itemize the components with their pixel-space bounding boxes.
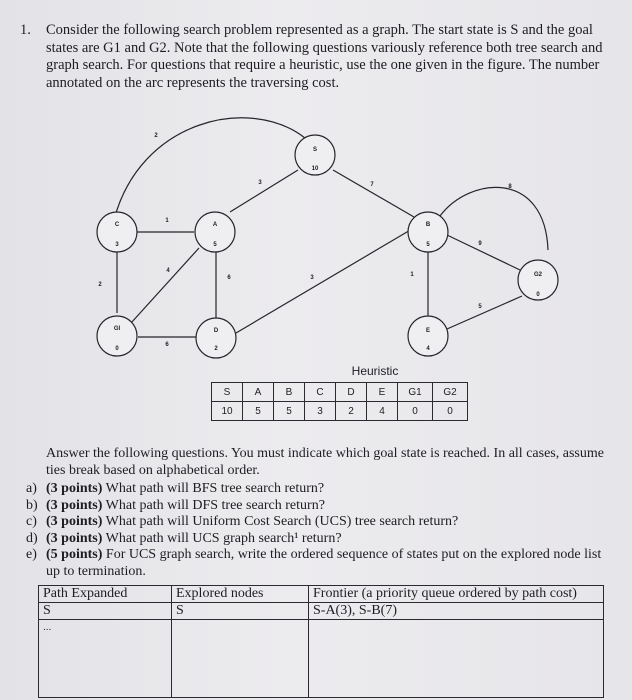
node-E <box>408 316 448 356</box>
question-b: b) (3 points) What path will DFS tree search return? <box>26 497 325 513</box>
header-explored-nodes: Explored nodes <box>172 586 309 603</box>
cell-path: S <box>39 603 172 620</box>
h-state: S <box>212 383 243 402</box>
h-value: 5 <box>274 402 305 421</box>
heuristic-values-row <box>212 402 468 421</box>
node-D <box>196 318 236 358</box>
question-c: c) (3 points) What path will Uniform Cost Search (UCS) tree search return? <box>26 514 459 529</box>
header-path-expanded: Path Expanded <box>39 586 172 603</box>
cell-path: ... <box>39 620 172 698</box>
edge-C-S <box>114 118 305 220</box>
edge-cost-A-G1: 4 <box>166 268 170 274</box>
h-value: 4 <box>367 402 398 421</box>
h-value: 2 <box>336 402 367 421</box>
edge-A-S <box>230 170 298 212</box>
question-number: 1. <box>20 22 31 38</box>
edge-B-G2-high <box>440 187 548 250</box>
question-e: e) (5 points) For UCS graph search, write the ordered sequence of states put on the explored node list up to termination. <box>26 547 602 579</box>
heuristic-title: Heuristic <box>351 364 399 378</box>
edge-D-B <box>236 229 412 333</box>
h-value: 3 <box>305 402 336 421</box>
svg-text:G2: G2 <box>533 272 543 278</box>
edge-A-G1 <box>131 248 199 323</box>
question-d: d) (3 points) What path will UCS graph search¹ return? <box>26 530 342 546</box>
h-state: G1 <box>398 383 433 402</box>
cell-explored <box>172 620 309 698</box>
explored-row <box>39 620 604 698</box>
node-C <box>97 212 137 252</box>
edge-S-B <box>333 170 414 217</box>
h-state: A <box>243 383 274 402</box>
edge-cost-C-A: 1 <box>165 218 169 224</box>
answer-intro: Answer the following questions. You must indicate which goal state is reached. In all cases, assume ties break based on alphabetical order. <box>46 446 604 478</box>
node-S <box>295 135 335 175</box>
svg-text:0: 0 <box>536 292 540 298</box>
h-value: 10 <box>212 402 243 421</box>
h-state: G2 <box>433 383 468 402</box>
explored-row <box>39 603 604 620</box>
svg-text:S: S <box>312 147 318 153</box>
edge-cost-B-G2-high: 8 <box>508 184 512 190</box>
edge-B-G2-low <box>447 235 520 270</box>
svg-text:B: B <box>425 222 431 228</box>
cell-frontier: S-A(3), S-B(7) <box>309 603 604 620</box>
h-value: 0 <box>433 402 468 421</box>
svg-text:5: 5 <box>426 242 430 248</box>
svg-text:5: 5 <box>213 242 217 248</box>
edge-E-G2 <box>447 296 522 329</box>
heuristic-states-row <box>212 383 468 402</box>
h-value: 5 <box>243 402 274 421</box>
node-G2 <box>518 260 558 300</box>
svg-text:D: D <box>213 328 219 334</box>
edge-cost-A-S: 3 <box>258 180 262 186</box>
h-state: E <box>367 383 398 402</box>
svg-text:GI: GI <box>113 326 121 332</box>
search-graph <box>0 110 632 365</box>
edge-cost-D-G1: 6 <box>165 342 169 348</box>
node-B <box>408 212 448 252</box>
h-state: B <box>274 383 305 402</box>
question-list <box>26 481 616 580</box>
edge-cost-C-S: 2 <box>154 133 158 139</box>
svg-text:10: 10 <box>311 166 319 172</box>
svg-text:E: E <box>425 328 431 334</box>
header-frontier: Frontier (a priority queue ordered by path cost) <box>309 586 604 603</box>
svg-text:C: C <box>114 222 120 228</box>
svg-text:3: 3 <box>115 242 119 248</box>
edge-cost-S-B: 7 <box>370 182 374 188</box>
svg-text:A: A <box>212 222 218 228</box>
question-a: a) (3 points) What path will BFS tree search return? <box>26 481 325 496</box>
heuristic-table <box>211 382 468 421</box>
edge-cost-D-B: 3 <box>310 275 314 281</box>
h-state: C <box>305 383 336 402</box>
explored-table <box>38 585 604 698</box>
svg-text:0: 0 <box>115 346 119 352</box>
edge-cost-E-G2: 5 <box>478 304 482 310</box>
svg-text:2: 2 <box>214 346 218 352</box>
question-intro: Consider the following search problem represented as a graph. The start state is S and the goal states are G1 and G2. Note that the following questions variously reference both tree search and graph search. For questions that require a heuristic, use the one given in the figure. The number annotated on the arc represents the traversing cost. <box>46 22 603 91</box>
explored-header-row <box>39 586 604 603</box>
cell-frontier <box>309 620 604 698</box>
edge-cost-B-E: 1 <box>410 272 414 278</box>
edge-cost-B-G2-low: 9 <box>478 241 482 247</box>
node-A <box>195 212 235 252</box>
edge-cost-C-G1: 2 <box>98 282 102 288</box>
node-G1 <box>97 316 137 356</box>
h-value: 0 <box>398 402 433 421</box>
svg-text:4: 4 <box>426 346 430 352</box>
edge-cost-A-D: 6 <box>227 275 231 281</box>
h-state: D <box>336 383 367 402</box>
cell-explored: S <box>172 603 309 620</box>
